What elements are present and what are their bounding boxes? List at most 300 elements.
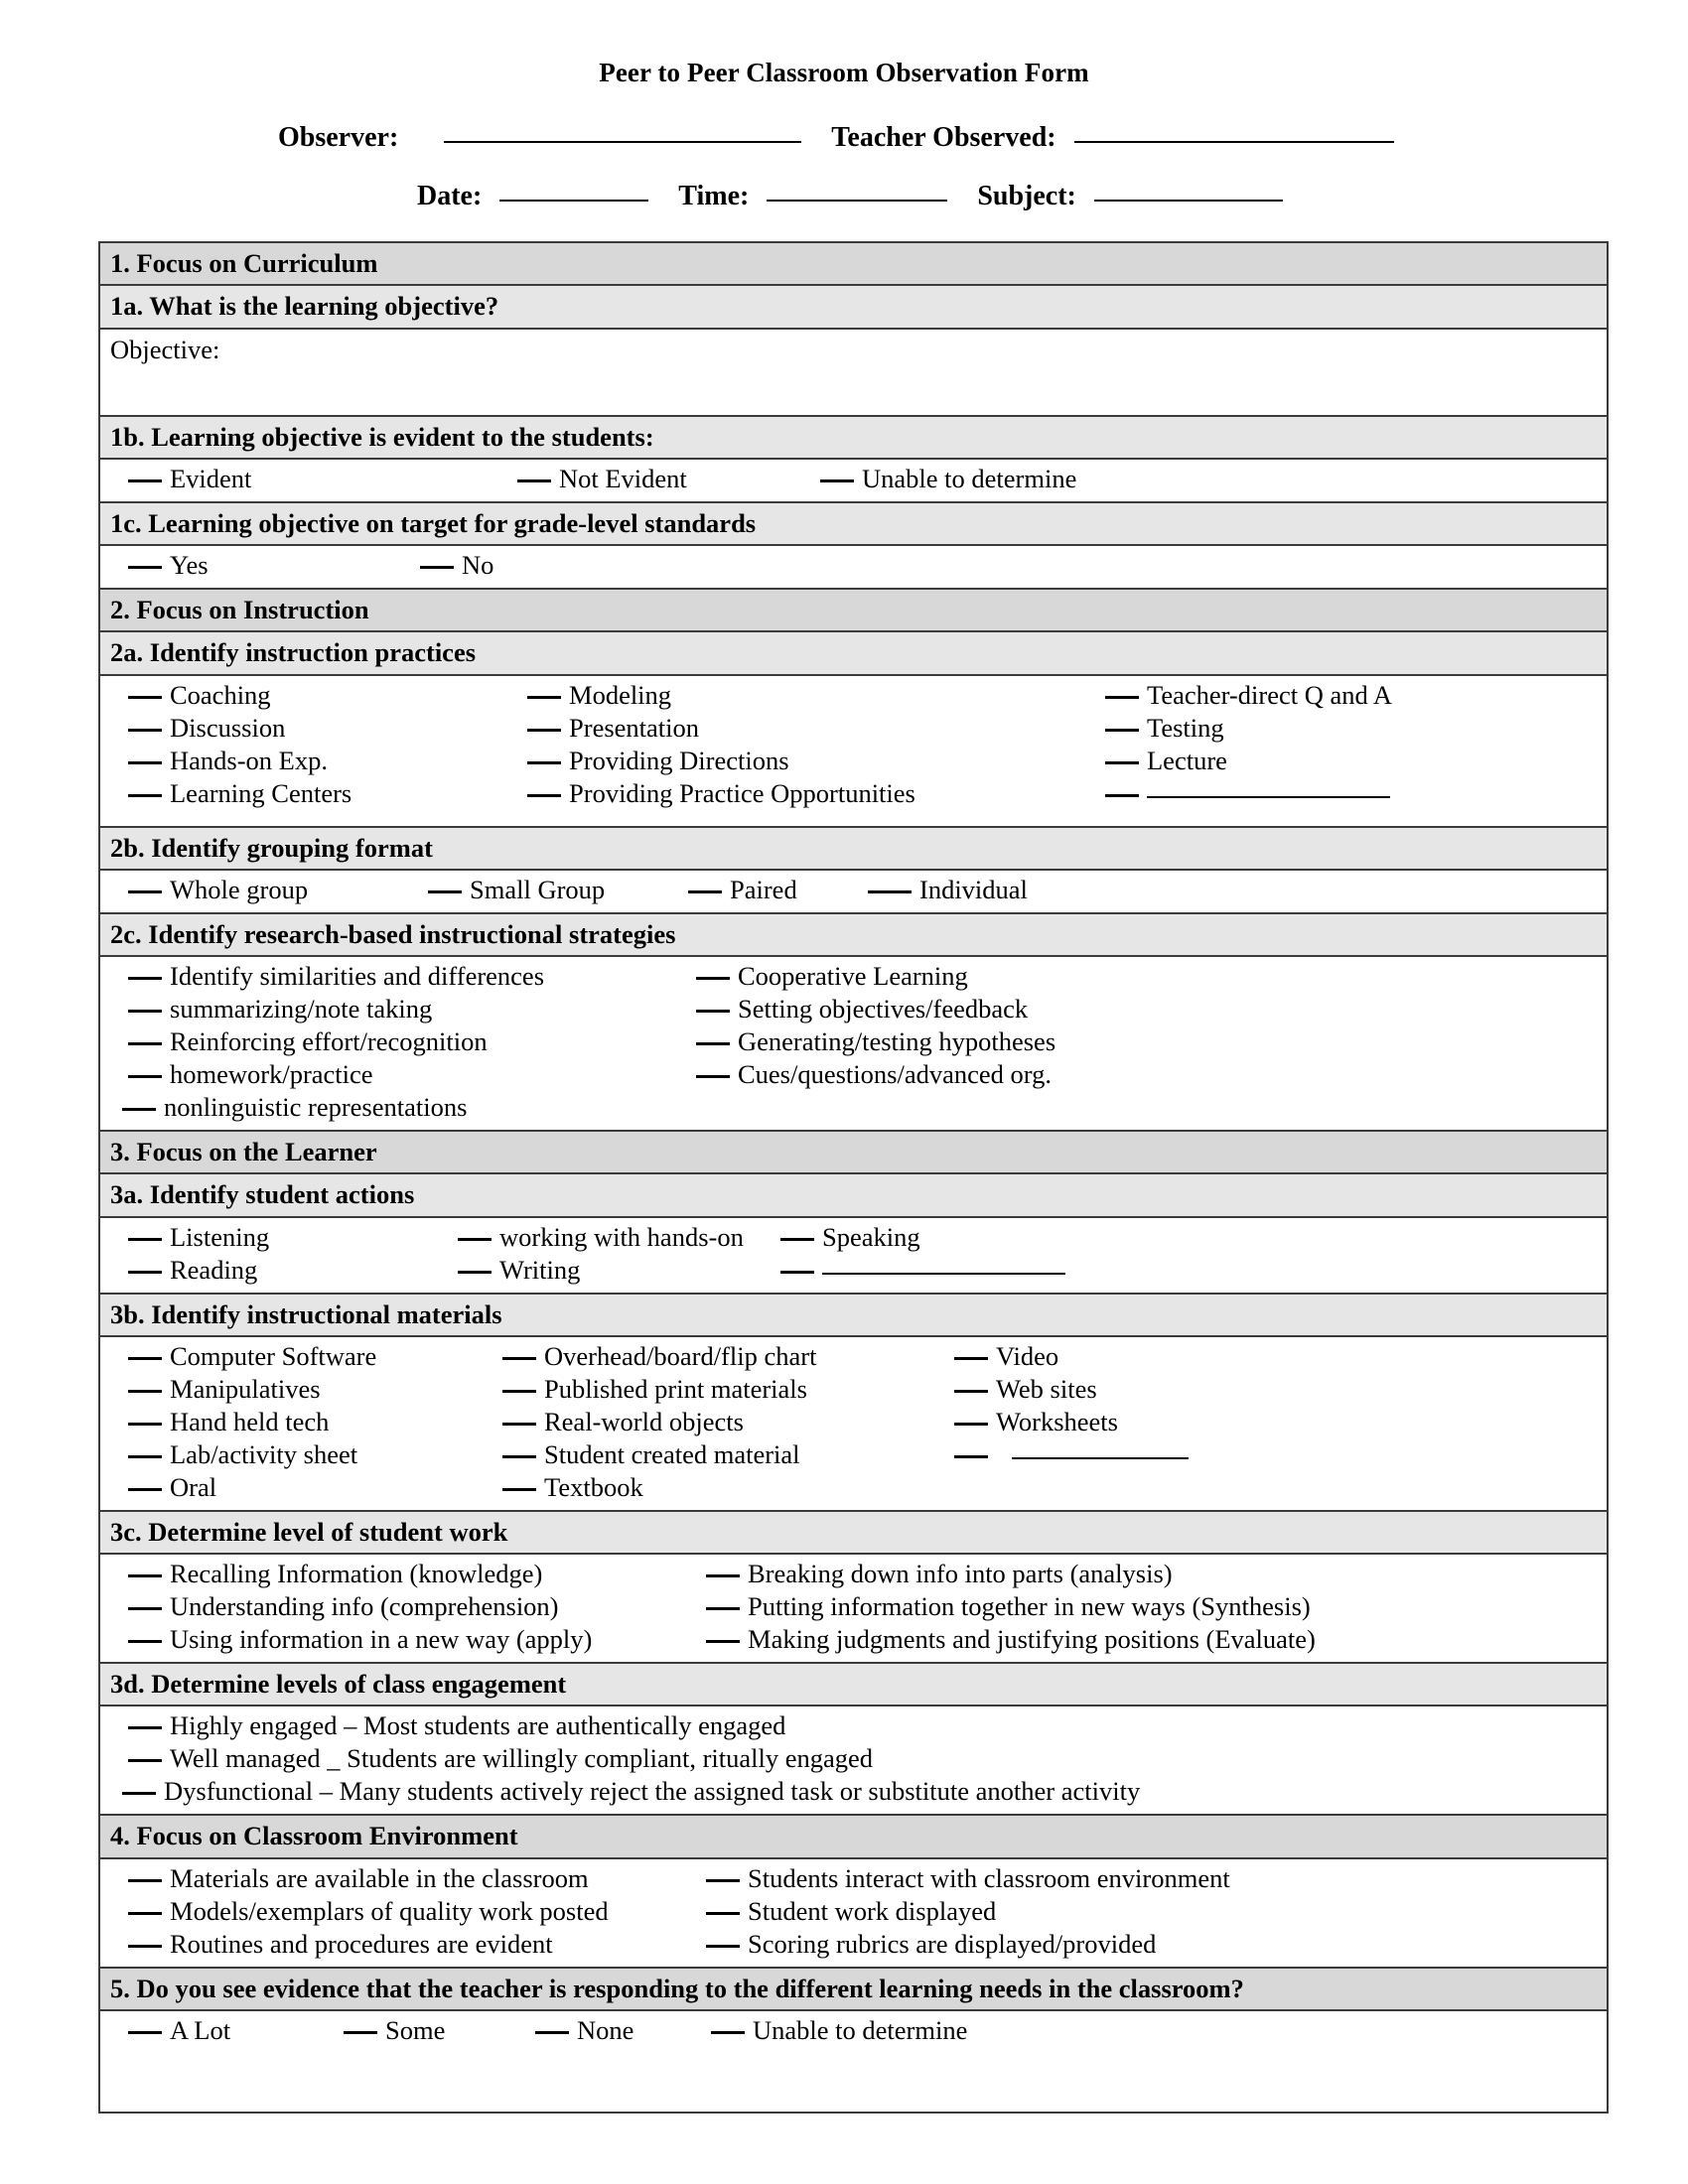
checkbox-blank[interactable] bbox=[517, 479, 551, 482]
option-label: Oral bbox=[170, 1471, 217, 1502]
checkbox-blank[interactable] bbox=[696, 1010, 730, 1013]
option-label: Hands-on Exp. bbox=[170, 745, 328, 775]
table-row bbox=[99, 913, 1608, 956]
option-providing-directions[interactable] bbox=[527, 746, 789, 776]
objective-label: Objective: bbox=[110, 334, 220, 364]
option-computer-software[interactable] bbox=[128, 1341, 376, 1372]
checkbox-blank[interactable] bbox=[128, 1075, 162, 1078]
option-label: Student created material bbox=[544, 1438, 800, 1469]
option-row bbox=[100, 1896, 1607, 1929]
option-testing[interactable] bbox=[1105, 713, 1224, 744]
options-cell-1b bbox=[99, 459, 1608, 502]
checkbox-blank[interactable] bbox=[954, 1357, 988, 1360]
table-row bbox=[99, 1858, 1608, 1968]
table-row bbox=[99, 1217, 1608, 1294]
spacer bbox=[100, 811, 1607, 821]
option-student-work-displayed[interactable] bbox=[706, 1896, 996, 1927]
table-row bbox=[99, 459, 1608, 502]
checkbox-blank[interactable] bbox=[527, 729, 561, 732]
option-listening[interactable] bbox=[128, 1222, 269, 1253]
option-row bbox=[100, 1710, 1607, 1743]
table-row bbox=[99, 545, 1608, 589]
table-row bbox=[99, 827, 1608, 870]
option-label: Computer Software bbox=[170, 1340, 377, 1371]
option-discussion[interactable] bbox=[128, 713, 285, 744]
option-modeling[interactable] bbox=[527, 680, 671, 711]
option-label: Evident bbox=[170, 463, 252, 493]
checkbox-blank[interactable] bbox=[780, 1238, 814, 1241]
option-label: Writing bbox=[499, 1254, 581, 1285]
option-label: Paired bbox=[730, 874, 797, 904]
option-coaching[interactable] bbox=[128, 680, 271, 711]
checkbox-blank[interactable] bbox=[128, 1238, 162, 1241]
table-row bbox=[99, 1294, 1608, 1336]
option-label: summarizing/note taking bbox=[170, 994, 433, 1024]
option-label: Highly engaged – Most students are authentically engaged bbox=[170, 1710, 786, 1741]
header-row-observer bbox=[0, 86, 1688, 152]
checkbox-blank[interactable] bbox=[458, 1271, 492, 1274]
option-reinforcing-effort-recognition[interactable] bbox=[128, 1026, 488, 1057]
option-label: nonlinguistic representations bbox=[164, 1092, 468, 1123]
teacher-observed-label: Teacher Observed: bbox=[831, 122, 1056, 153]
option-row bbox=[100, 1591, 1607, 1624]
option-label: Lecture bbox=[1147, 745, 1227, 775]
option-row bbox=[100, 1222, 1607, 1255]
option-row bbox=[100, 746, 1607, 778]
options-cell-2b bbox=[99, 870, 1608, 913]
table-row bbox=[99, 1968, 1608, 2010]
option-label: Speaking bbox=[822, 1221, 920, 1252]
option-row bbox=[100, 1407, 1607, 1439]
option-yes[interactable] bbox=[128, 550, 209, 581]
option-unable-to-determine-5[interactable] bbox=[711, 2015, 967, 2046]
option-presentation[interactable] bbox=[527, 713, 699, 744]
section-header-5: 5. Do you see evidence that the teacher is responding to the different learning needs in the classroom? bbox=[99, 1968, 1608, 2010]
option-label: Lab/activity sheet bbox=[170, 1438, 358, 1469]
option-generating-testing-hypotheses[interactable] bbox=[696, 1026, 1055, 1057]
option-published-print-materials[interactable] bbox=[502, 1374, 807, 1405]
checkbox-blank[interactable] bbox=[527, 761, 561, 764]
table-row bbox=[99, 1336, 1608, 1511]
checkbox-blank[interactable] bbox=[711, 2031, 745, 2034]
subject-input-line[interactable] bbox=[1094, 200, 1283, 202]
option-label: Identify similarities and differences bbox=[170, 961, 545, 992]
option-label: Presentation bbox=[569, 712, 699, 743]
option-label: Some bbox=[385, 2014, 446, 2045]
option-label: Published print materials bbox=[544, 1373, 807, 1404]
option-label: Students interact with classroom environment bbox=[748, 1862, 1230, 1893]
option-whole-group[interactable] bbox=[128, 875, 308, 905]
option-row bbox=[100, 1092, 1607, 1125]
option-row bbox=[100, 875, 1607, 907]
checkbox-blank[interactable] bbox=[688, 890, 722, 893]
option-web-sites[interactable] bbox=[954, 1374, 1097, 1405]
option-identify-similarities-differences[interactable] bbox=[128, 961, 544, 992]
checkbox-blank[interactable] bbox=[128, 696, 162, 699]
option-models-exemplars-posted[interactable] bbox=[128, 1896, 609, 1927]
option-label: Overhead/board/flip chart bbox=[544, 1340, 817, 1371]
checkbox-blank[interactable] bbox=[128, 1759, 162, 1762]
option-row bbox=[100, 1374, 1607, 1407]
option-row bbox=[100, 680, 1607, 713]
options-cell-5 bbox=[99, 2010, 1608, 2113]
option-row bbox=[100, 550, 1607, 583]
table-row bbox=[99, 285, 1608, 328]
option-lecture[interactable] bbox=[1105, 746, 1227, 776]
options-cell-3d bbox=[99, 1706, 1608, 1815]
checkbox-blank[interactable] bbox=[458, 1238, 492, 1241]
table-row bbox=[99, 956, 1608, 1131]
checkbox-blank[interactable] bbox=[954, 1455, 988, 1458]
table-row bbox=[99, 2010, 1608, 2113]
option-understanding-info[interactable] bbox=[128, 1591, 559, 1622]
option-row bbox=[100, 1624, 1607, 1657]
options-cell-2c bbox=[99, 956, 1608, 1131]
option-label: Models/exemplars of quality work posted bbox=[170, 1895, 609, 1926]
option-label: Reinforcing effort/recognition bbox=[170, 1026, 488, 1057]
option-none[interactable] bbox=[535, 2015, 633, 2046]
option-label: Individual bbox=[919, 874, 1028, 904]
checkbox-blank[interactable] bbox=[128, 890, 162, 893]
checkbox-blank[interactable] bbox=[502, 1390, 536, 1393]
table-row bbox=[99, 329, 1608, 416]
option-label: Using information in a new way (apply) bbox=[170, 1624, 593, 1655]
option-row bbox=[100, 1472, 1607, 1505]
subsection-header-2c: 2c. Identify research-based instructional strategies bbox=[99, 913, 1608, 956]
table-row bbox=[99, 1706, 1608, 1815]
objective-entry-cell[interactable] bbox=[99, 329, 1608, 416]
checkbox-blank[interactable] bbox=[128, 794, 162, 797]
option-other-write-in-3b[interactable] bbox=[954, 1439, 1189, 1470]
option-label: Real-world objects bbox=[544, 1406, 744, 1436]
checkbox-blank[interactable] bbox=[696, 1042, 730, 1045]
checkbox-blank[interactable] bbox=[780, 1271, 814, 1274]
checkbox-blank[interactable] bbox=[128, 1271, 162, 1274]
option-label: Recalling Information (knowledge) bbox=[170, 1559, 543, 1589]
option-label: Routines and procedures are evident bbox=[170, 1928, 553, 1959]
table-row bbox=[99, 1511, 1608, 1554]
option-label: Materials are available in the classroom bbox=[170, 1862, 589, 1893]
write-in-line[interactable] bbox=[1012, 1457, 1189, 1459]
checkbox-blank[interactable] bbox=[128, 2031, 162, 2034]
checkbox-blank[interactable] bbox=[527, 696, 561, 699]
table-row bbox=[99, 416, 1608, 459]
checkbox-blank[interactable] bbox=[128, 977, 162, 980]
option-label: Worksheets bbox=[996, 1406, 1118, 1436]
checkbox-blank[interactable] bbox=[706, 1912, 740, 1915]
option-label: Putting information together in new ways (Synthesis) bbox=[748, 1591, 1311, 1622]
checkbox-blank[interactable] bbox=[868, 890, 912, 893]
option-row bbox=[100, 961, 1607, 994]
checkbox-blank[interactable] bbox=[128, 1574, 162, 1577]
option-label: Unable to determine bbox=[862, 463, 1077, 493]
option-summarizing-note-taking[interactable] bbox=[128, 994, 432, 1024]
date-input-line[interactable] bbox=[499, 200, 648, 202]
table-row bbox=[99, 1554, 1608, 1663]
checkbox-blank[interactable] bbox=[706, 1879, 740, 1882]
checkbox-blank[interactable] bbox=[128, 1042, 162, 1045]
option-label: Textbook bbox=[544, 1471, 643, 1502]
subsection-header-3c: 3c. Determine level of student work bbox=[99, 1511, 1608, 1554]
option-homework-practice[interactable] bbox=[128, 1059, 373, 1090]
options-cell-3c bbox=[99, 1554, 1608, 1663]
option-making-judgments[interactable] bbox=[706, 1624, 1316, 1655]
checkbox-blank[interactable] bbox=[128, 1423, 162, 1426]
checkbox-blank[interactable] bbox=[706, 1574, 740, 1577]
observation-form-table bbox=[98, 241, 1609, 2114]
option-label: Discussion bbox=[170, 712, 286, 743]
option-label: Not Evident bbox=[559, 463, 687, 493]
checkbox-blank[interactable] bbox=[128, 1010, 162, 1013]
option-label: Coaching bbox=[170, 679, 271, 710]
checkbox-blank[interactable] bbox=[1105, 794, 1139, 797]
option-teacher-direct-qa[interactable] bbox=[1105, 680, 1392, 711]
options-cell-2a bbox=[99, 675, 1608, 827]
option-setting-objectives-feedback[interactable] bbox=[696, 994, 1028, 1024]
teacher-observed-input-line[interactable] bbox=[1074, 141, 1394, 143]
checkbox-blank[interactable] bbox=[128, 761, 162, 764]
checkbox-blank[interactable] bbox=[128, 1607, 162, 1610]
option-label: Listening bbox=[170, 1221, 270, 1252]
option-writing[interactable] bbox=[458, 1255, 580, 1286]
option-breaking-down-info[interactable] bbox=[706, 1559, 1173, 1589]
header-row-date-time-subject bbox=[0, 152, 1688, 210]
option-label: Providing Directions bbox=[569, 745, 789, 775]
observer-input-line[interactable] bbox=[444, 141, 801, 143]
option-row bbox=[100, 713, 1607, 746]
option-worksheets[interactable] bbox=[954, 1407, 1118, 1437]
checkbox-blank[interactable] bbox=[696, 977, 730, 980]
option-students-interact-environment[interactable] bbox=[706, 1863, 1230, 1894]
options-cell-1c bbox=[99, 545, 1608, 589]
option-label: Dysfunctional – Many students actively reject the assigned task or substitute another activity bbox=[164, 1776, 1141, 1807]
option-reading[interactable] bbox=[128, 1255, 257, 1286]
subsection-header-3d: 3d. Determine levels of class engagement bbox=[99, 1663, 1608, 1706]
checkbox-blank[interactable] bbox=[128, 479, 162, 482]
option-nonlinguistic-representations[interactable] bbox=[122, 1092, 467, 1123]
option-materials-available[interactable] bbox=[128, 1863, 589, 1894]
options-cell-4 bbox=[99, 1858, 1608, 1968]
option-row bbox=[100, 778, 1607, 811]
option-label: A Lot bbox=[170, 2014, 231, 2045]
checkbox-blank[interactable] bbox=[502, 1488, 536, 1491]
write-in-line[interactable] bbox=[822, 1273, 1065, 1275]
options-cell-3a bbox=[99, 1217, 1608, 1294]
table-row bbox=[99, 631, 1608, 674]
subsection-header-2b: 2b. Identify grouping format bbox=[99, 827, 1608, 870]
option-row bbox=[100, 1776, 1607, 1809]
checkbox-blank[interactable] bbox=[128, 1488, 162, 1491]
subject-label: Subject: bbox=[977, 181, 1076, 211]
option-label: Yes bbox=[170, 550, 209, 581]
table-row bbox=[99, 675, 1608, 827]
option-label: Cues/questions/advanced org. bbox=[738, 1059, 1052, 1090]
checkbox-blank[interactable] bbox=[1105, 761, 1139, 764]
option-learning-centers[interactable] bbox=[128, 778, 352, 809]
option-cooperative-learning[interactable] bbox=[696, 961, 968, 992]
checkbox-blank[interactable] bbox=[128, 1640, 162, 1643]
option-label: Making judgments and justifying positions (Evaluate) bbox=[748, 1624, 1316, 1655]
checkbox-blank[interactable] bbox=[344, 2031, 377, 2034]
checkbox-blank[interactable] bbox=[954, 1390, 988, 1393]
option-hand-held-tech[interactable] bbox=[128, 1407, 329, 1437]
checkbox-blank[interactable] bbox=[128, 1726, 162, 1729]
option-row bbox=[100, 1255, 1607, 1288]
checkbox-blank[interactable] bbox=[502, 1455, 536, 1458]
checkbox-blank[interactable] bbox=[128, 1945, 162, 1948]
subsection-header-1a: 1a. What is the learning objective? bbox=[99, 285, 1608, 328]
option-label: Setting objectives/feedback bbox=[738, 994, 1029, 1024]
option-small-group[interactable] bbox=[428, 875, 605, 905]
option-label: Scoring rubrics are displayed/provided bbox=[748, 1928, 1157, 1959]
option-label: Hand held tech bbox=[170, 1406, 330, 1436]
checkbox-blank[interactable] bbox=[696, 1075, 730, 1078]
option-label: Manipulatives bbox=[170, 1373, 321, 1404]
option-unable-to-determine[interactable] bbox=[820, 464, 1076, 494]
checkbox-blank[interactable] bbox=[527, 794, 561, 797]
checkbox-blank[interactable] bbox=[502, 1357, 536, 1360]
option-cues-questions-advanced-org[interactable] bbox=[696, 1059, 1052, 1090]
option-a-lot[interactable] bbox=[128, 2015, 230, 2046]
checkbox-blank[interactable] bbox=[128, 1455, 162, 1458]
table-row bbox=[99, 1663, 1608, 1706]
option-individual[interactable] bbox=[868, 875, 1028, 905]
checkbox-blank[interactable] bbox=[128, 729, 162, 732]
subsection-header-1c: 1c. Learning objective on target for grade-level standards bbox=[99, 502, 1608, 545]
option-row bbox=[100, 994, 1607, 1026]
option-other-write-in-3a[interactable] bbox=[780, 1255, 1065, 1286]
observer-label: Observer: bbox=[278, 122, 399, 153]
subsection-header-3b: 3b. Identify instructional materials bbox=[99, 1294, 1608, 1336]
option-evident[interactable] bbox=[128, 464, 251, 494]
subsection-header-2a: 2a. Identify instruction practices bbox=[99, 631, 1608, 674]
checkbox-blank[interactable] bbox=[128, 566, 162, 569]
option-well-managed[interactable] bbox=[128, 1743, 873, 1774]
option-oral[interactable] bbox=[128, 1472, 216, 1503]
checkbox-blank[interactable] bbox=[128, 1390, 162, 1393]
option-speaking[interactable] bbox=[780, 1222, 920, 1253]
option-label: Generating/testing hypotheses bbox=[738, 1026, 1056, 1057]
option-putting-information-together[interactable] bbox=[706, 1591, 1311, 1622]
option-row bbox=[100, 2015, 1607, 2048]
checkbox-blank[interactable] bbox=[428, 890, 462, 893]
option-textbook[interactable] bbox=[502, 1472, 643, 1503]
option-other-write-in-2a[interactable] bbox=[1105, 778, 1390, 809]
checkbox-blank[interactable] bbox=[128, 1879, 162, 1882]
option-label: working with hands-on bbox=[499, 1221, 744, 1252]
options-cell-3b bbox=[99, 1336, 1608, 1511]
option-manipulatives[interactable] bbox=[128, 1374, 321, 1405]
checkbox-blank[interactable] bbox=[954, 1423, 988, 1426]
table-row bbox=[99, 1815, 1608, 1857]
table-row bbox=[99, 589, 1608, 631]
option-using-information-new-way[interactable] bbox=[128, 1624, 592, 1655]
option-lab-activity-sheet[interactable] bbox=[128, 1439, 357, 1470]
table-row bbox=[99, 870, 1608, 913]
option-row bbox=[100, 1743, 1607, 1776]
option-row bbox=[100, 1559, 1607, 1591]
checkbox-blank[interactable] bbox=[706, 1945, 740, 1948]
option-row bbox=[100, 464, 1607, 496]
option-label: Small Group bbox=[470, 874, 606, 904]
option-label: Unable to determine bbox=[753, 2014, 968, 2045]
option-label: Teacher-direct Q and A bbox=[1147, 679, 1393, 710]
section-header-4: 4. Focus on Classroom Environment bbox=[99, 1815, 1608, 1857]
option-overhead-board-flip-chart[interactable] bbox=[502, 1341, 816, 1372]
checkbox-blank[interactable] bbox=[706, 1640, 740, 1643]
option-providing-practice-opportunities[interactable] bbox=[527, 778, 915, 809]
option-label: Reading bbox=[170, 1254, 258, 1285]
option-label: Video bbox=[996, 1340, 1059, 1371]
option-working-with-hands-on[interactable] bbox=[458, 1222, 744, 1253]
option-not-evident[interactable] bbox=[517, 464, 687, 494]
checkbox-blank[interactable] bbox=[122, 1792, 156, 1795]
table-row bbox=[99, 242, 1608, 285]
option-row bbox=[100, 1863, 1607, 1896]
option-some[interactable] bbox=[344, 2015, 445, 2046]
table-row bbox=[99, 1131, 1608, 1173]
option-label: Web sites bbox=[996, 1373, 1097, 1404]
option-label: Cooperative Learning bbox=[738, 961, 968, 992]
option-row bbox=[100, 1929, 1607, 1962]
option-label: Learning Centers bbox=[170, 777, 352, 808]
option-label: Breaking down info into parts (analysis) bbox=[748, 1559, 1173, 1589]
option-label: homework/practice bbox=[170, 1059, 373, 1090]
section-header-2: 2. Focus on Instruction bbox=[99, 589, 1608, 631]
checkbox-blank[interactable] bbox=[128, 1912, 162, 1915]
option-row bbox=[100, 1341, 1607, 1374]
checkbox-blank[interactable] bbox=[1105, 729, 1139, 732]
section-header-3: 3. Focus on the Learner bbox=[99, 1131, 1608, 1173]
time-input-line[interactable] bbox=[767, 200, 947, 202]
option-highly-engaged[interactable] bbox=[128, 1710, 785, 1741]
checkbox-blank[interactable] bbox=[420, 566, 454, 569]
option-routines-procedures-evident[interactable] bbox=[128, 1929, 553, 1960]
option-video[interactable] bbox=[954, 1341, 1058, 1372]
checkbox-blank[interactable] bbox=[706, 1607, 740, 1610]
option-dysfunctional[interactable] bbox=[122, 1776, 1140, 1807]
checkbox-blank[interactable] bbox=[820, 479, 854, 482]
option-no[interactable] bbox=[420, 550, 493, 581]
checkbox-blank[interactable] bbox=[122, 1108, 156, 1111]
option-scoring-rubrics-displayed[interactable] bbox=[706, 1929, 1156, 1960]
option-recalling-information[interactable] bbox=[128, 1559, 542, 1589]
checkbox-blank[interactable] bbox=[128, 1357, 162, 1360]
option-label: Well managed _ Students are willingly compliant, ritually engaged bbox=[170, 1743, 874, 1774]
option-label: Testing bbox=[1147, 712, 1224, 743]
option-row bbox=[100, 1059, 1607, 1092]
write-in-line[interactable] bbox=[1147, 796, 1390, 798]
option-paired[interactable] bbox=[688, 875, 797, 905]
section-header-1: 1. Focus on Curriculum bbox=[99, 242, 1608, 285]
option-row bbox=[100, 1026, 1607, 1059]
option-student-created-material[interactable] bbox=[502, 1439, 800, 1470]
option-hands-on-exp[interactable] bbox=[128, 746, 328, 776]
checkbox-blank[interactable] bbox=[1105, 696, 1139, 699]
page-title: Peer to Peer Classroom Observation Form bbox=[599, 58, 1089, 87]
option-real-world-objects[interactable] bbox=[502, 1407, 744, 1437]
table-row bbox=[99, 502, 1608, 545]
checkbox-blank[interactable] bbox=[535, 2031, 569, 2034]
checkbox-blank[interactable] bbox=[502, 1423, 536, 1426]
option-label: Modeling bbox=[569, 679, 672, 710]
date-label: Date: bbox=[417, 181, 483, 211]
option-row bbox=[100, 1439, 1607, 1472]
option-label: Providing Practice Opportunities bbox=[569, 777, 915, 808]
subsection-header-3a: 3a. Identify student actions bbox=[99, 1173, 1608, 1216]
option-label: None bbox=[577, 2014, 634, 2045]
table-row bbox=[99, 1173, 1608, 1216]
